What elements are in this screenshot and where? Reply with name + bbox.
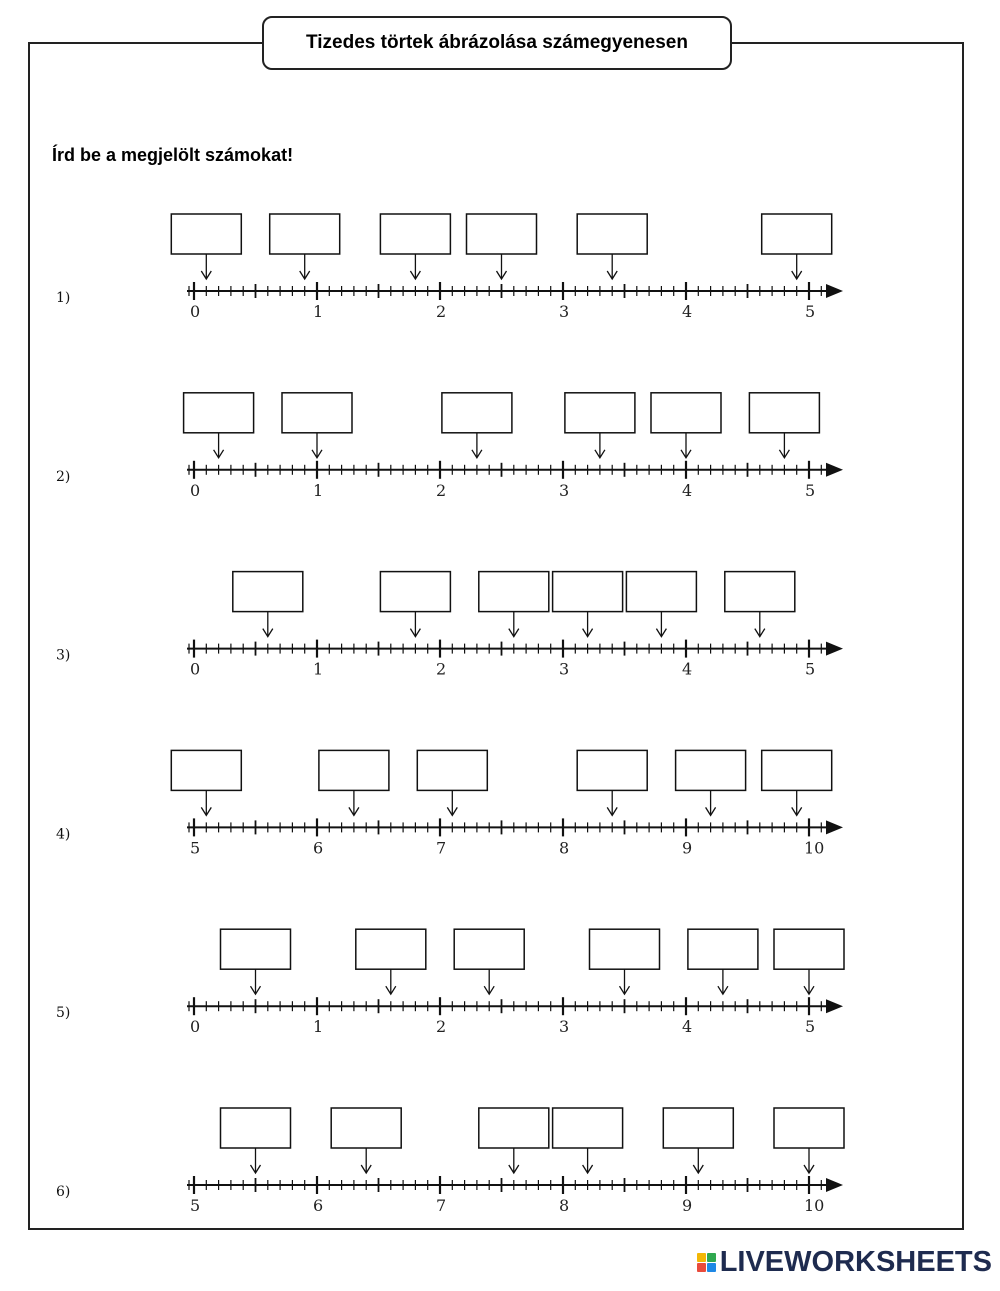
tick-label: 8 <box>559 838 570 858</box>
tick-label: 8 <box>559 1196 570 1215</box>
answer-box[interactable] <box>380 214 450 254</box>
tick-label: 9 <box>682 1196 693 1215</box>
answer-box[interactable] <box>577 750 647 790</box>
answer-box[interactable] <box>282 393 352 433</box>
exercise-label: 6) <box>56 1184 71 1200</box>
axis-arrow-head <box>826 463 843 477</box>
exercise-label: 2) <box>56 468 71 485</box>
exercise-2 <box>56 393 843 500</box>
axis-arrow-head <box>826 1178 843 1192</box>
answer-box[interactable] <box>356 929 426 969</box>
exercise-label: 4) <box>56 826 71 843</box>
answer-box[interactable] <box>479 572 549 612</box>
tick-label: 0 <box>190 1017 201 1037</box>
answer-box[interactable] <box>688 929 758 969</box>
exercise-label: 3) <box>56 647 71 664</box>
answer-box[interactable] <box>184 393 254 433</box>
tick-label: 5 <box>805 1017 816 1037</box>
tick-label: 5 <box>805 480 816 500</box>
tick-label: 1 <box>313 1017 324 1037</box>
axis-arrow-head <box>826 284 843 298</box>
logo-square-1 <box>697 1253 706 1262</box>
axis-arrow-head <box>826 820 843 834</box>
answer-box[interactable] <box>749 393 819 433</box>
answer-box[interactable] <box>454 929 524 969</box>
tick-label: 6 <box>313 1196 324 1215</box>
worksheet-title-text: Tizedes törtek ábrázolása számegyenesen <box>306 32 688 53</box>
logo-square-2 <box>707 1253 716 1262</box>
tick-label: 0 <box>190 302 201 321</box>
tick-label: 0 <box>190 659 201 679</box>
tick-label: 5 <box>805 302 816 321</box>
tick-label: 7 <box>436 1196 447 1215</box>
exercise-4 <box>56 750 843 857</box>
answer-box[interactable] <box>565 393 635 433</box>
answer-box[interactable] <box>171 750 241 790</box>
tick-label: 4 <box>682 659 693 679</box>
tick-label: 1 <box>313 302 324 321</box>
axis-arrow-head <box>826 642 843 656</box>
answer-box[interactable] <box>171 214 241 254</box>
tick-label: 4 <box>682 1017 693 1037</box>
tick-label: 1 <box>313 480 324 500</box>
tick-label: 2 <box>436 1017 447 1037</box>
tick-label: 3 <box>559 480 570 500</box>
tick-label: 6 <box>313 838 324 858</box>
answer-box[interactable] <box>590 929 660 969</box>
brand-text: LIVEWORKSHEETS <box>719 1246 992 1278</box>
answer-box[interactable] <box>676 750 746 790</box>
exercise-6 <box>56 1108 844 1215</box>
tick-label: 2 <box>436 480 447 500</box>
tick-label: 7 <box>436 838 447 858</box>
tick-label: 4 <box>682 480 693 500</box>
answer-box[interactable] <box>233 572 303 612</box>
answer-box[interactable] <box>663 1108 733 1148</box>
logo-square-4 <box>707 1263 716 1272</box>
tick-label: 5 <box>190 1196 201 1215</box>
exercise-label: 5) <box>56 1005 71 1022</box>
logo-square-3 <box>697 1263 706 1272</box>
tick-label: 5 <box>805 659 816 679</box>
tick-label: 10 <box>804 1196 825 1215</box>
liveworksheets-logo-icon <box>697 1253 716 1272</box>
answer-box[interactable] <box>577 214 647 254</box>
answer-box[interactable] <box>467 214 537 254</box>
exercise-label: 1) <box>56 290 71 306</box>
tick-label: 2 <box>436 302 447 321</box>
answer-box[interactable] <box>479 1108 549 1148</box>
answer-box[interactable] <box>380 572 450 612</box>
answer-box[interactable] <box>319 750 389 790</box>
answer-box[interactable] <box>774 1108 844 1148</box>
tick-label: 0 <box>190 480 201 500</box>
tick-label: 9 <box>682 838 693 858</box>
exercise-3 <box>56 572 843 679</box>
answer-box[interactable] <box>553 572 623 612</box>
tick-label: 3 <box>559 302 570 321</box>
answer-box[interactable] <box>270 214 340 254</box>
tick-label: 2 <box>436 659 447 679</box>
answer-box[interactable] <box>553 1108 623 1148</box>
tick-label: 1 <box>313 659 324 679</box>
answer-box[interactable] <box>762 750 832 790</box>
answer-box[interactable] <box>762 214 832 254</box>
answer-box[interactable] <box>221 929 291 969</box>
instruction-text: Írd be a megjelölt számokat! <box>52 145 294 165</box>
liveworksheets-brand <box>697 1246 992 1279</box>
answer-box[interactable] <box>442 393 512 433</box>
answer-box[interactable] <box>651 393 721 433</box>
tick-label: 3 <box>559 1017 570 1037</box>
answer-box[interactable] <box>221 1108 291 1148</box>
answer-box[interactable] <box>774 929 844 969</box>
answer-box[interactable] <box>626 572 696 612</box>
answer-box[interactable] <box>725 572 795 612</box>
tick-label: 3 <box>559 659 570 679</box>
answer-box[interactable] <box>331 1108 401 1148</box>
exercise-1 <box>56 214 843 321</box>
tick-label: 4 <box>682 302 693 321</box>
exercise-5 <box>56 929 844 1036</box>
tick-label: 5 <box>190 838 201 858</box>
answer-box[interactable] <box>417 750 487 790</box>
tick-label: 10 <box>804 838 825 858</box>
axis-arrow-head <box>826 999 843 1013</box>
